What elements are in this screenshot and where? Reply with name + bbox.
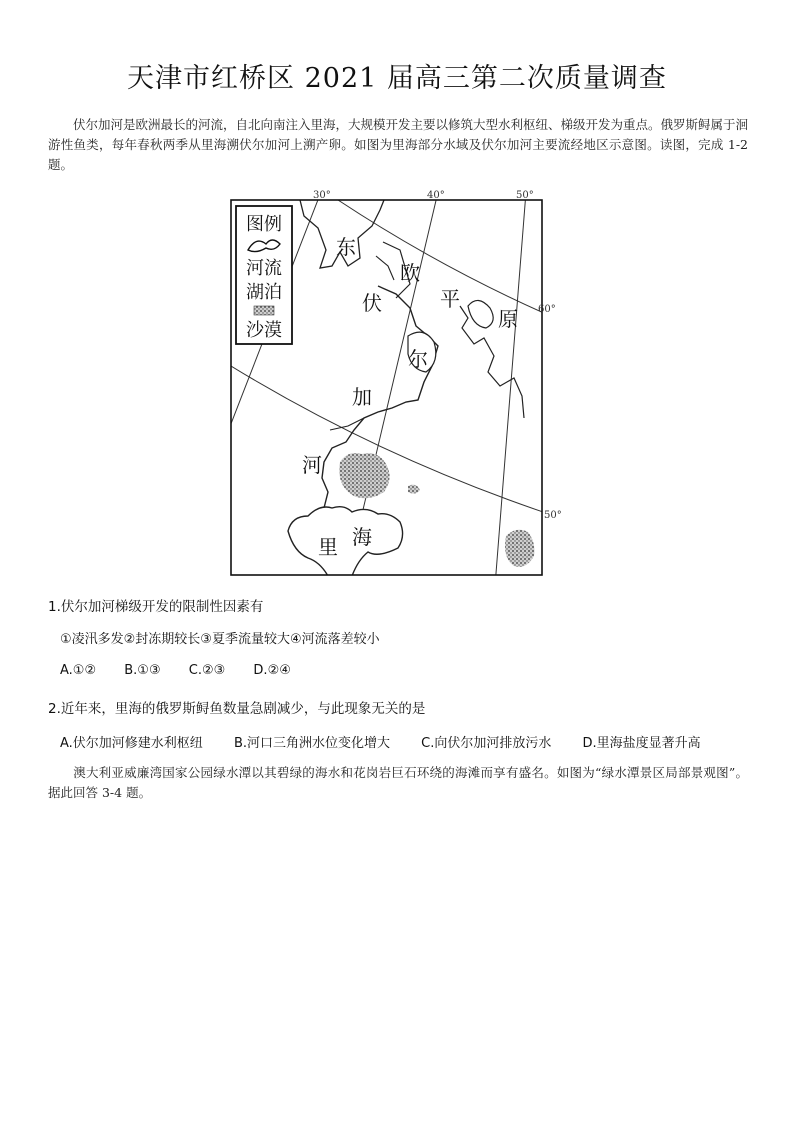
parallel-50	[231, 366, 546, 513]
q1-option-c: C.②③	[188, 663, 226, 678]
intro-text-1: 伏尔加河是欧洲最长的河流，自北向南注入里海，大规模开发主要以修筑大型水利枢纽、梯级开发为重点。俄罗斯鲟属于洄游性鱼类，每年春秋两季从里海溯伏尔加河上溯产卵。如图为里海部分水域及伏尔加河主要流经地区示意图。读图，完成 1-2 题。	[48, 117, 749, 172]
legend-desert-symbol	[254, 306, 274, 315]
place-char-ping: 平	[440, 287, 460, 311]
q2-option-b: B.河口三角洲水位变化增大	[233, 736, 391, 751]
page-title: 天津市红桥区 2021 届高三第二次质量调查	[127, 63, 667, 94]
kama-reservoir	[468, 300, 493, 328]
legend-desert-label: 沙漠	[246, 320, 282, 341]
desert-area-2	[505, 530, 534, 567]
legend-river-label: 河流	[246, 258, 282, 279]
lat-label-50: 50°	[544, 510, 562, 521]
place-char-hai: 海	[352, 525, 372, 549]
intro-paragraph-2	[48, 763, 748, 803]
question-2-options	[60, 732, 728, 751]
q1-option-d: D.②④	[253, 663, 291, 678]
q1-option-b: B.①③	[124, 663, 161, 678]
intro-paragraph-1	[48, 115, 748, 175]
map-svg	[228, 186, 562, 581]
place-char-ou: 欧	[400, 261, 420, 285]
meridian-50	[495, 192, 526, 586]
question-2-stem: 2.近年来，里海的俄罗斯鲟鱼数量急剧减少，与此现象无关的是	[48, 701, 426, 717]
q2-option-c: C.向伏尔加河排放污水	[421, 736, 552, 751]
question-1-items: ①凌汛多发②封冻期较长③夏季流量较大④河流落差较小	[60, 632, 380, 647]
legend-lake-label: 湖泊	[246, 282, 282, 303]
place-char-he: 河	[302, 453, 322, 477]
intro-text-2: 澳大利亚威廉湾国家公园绿水潭以其碧绿的海水和花岗岩巨石环绕的海滩而享有盛名。如图为“绿水潭景区局部景观图”。据此回答 3-4 题。	[48, 765, 748, 800]
lat-label-60: 60°	[538, 304, 556, 315]
caspian-sea	[288, 507, 403, 576]
lon-label-30: 30°	[313, 190, 331, 201]
lon-label-50: 50°	[516, 190, 534, 201]
river-north-segment	[376, 256, 394, 280]
legend-title: 图例	[246, 214, 282, 235]
q2-option-a: A.伏尔加河修建水利枢纽	[60, 736, 203, 751]
q2-option-d: D.里海盐度显著升高	[582, 736, 701, 751]
place-char-dong: 东	[336, 235, 356, 259]
question-1-stem: 1.伏尔加河梯级开发的限制性因素有	[48, 599, 264, 615]
place-char-jia: 加	[352, 385, 372, 409]
question-1-options	[60, 663, 315, 678]
place-char-er: 尔	[408, 347, 428, 371]
desert-area-1	[339, 453, 389, 498]
lon-label-40: 40°	[427, 190, 445, 201]
place-char-li: 里	[318, 535, 338, 559]
desert-area-3	[408, 485, 420, 494]
q1-option-a: A.①②	[60, 663, 97, 678]
place-char-fu: 伏	[362, 291, 382, 315]
place-char-yuan: 原	[498, 307, 518, 331]
volga-map	[228, 186, 562, 581]
